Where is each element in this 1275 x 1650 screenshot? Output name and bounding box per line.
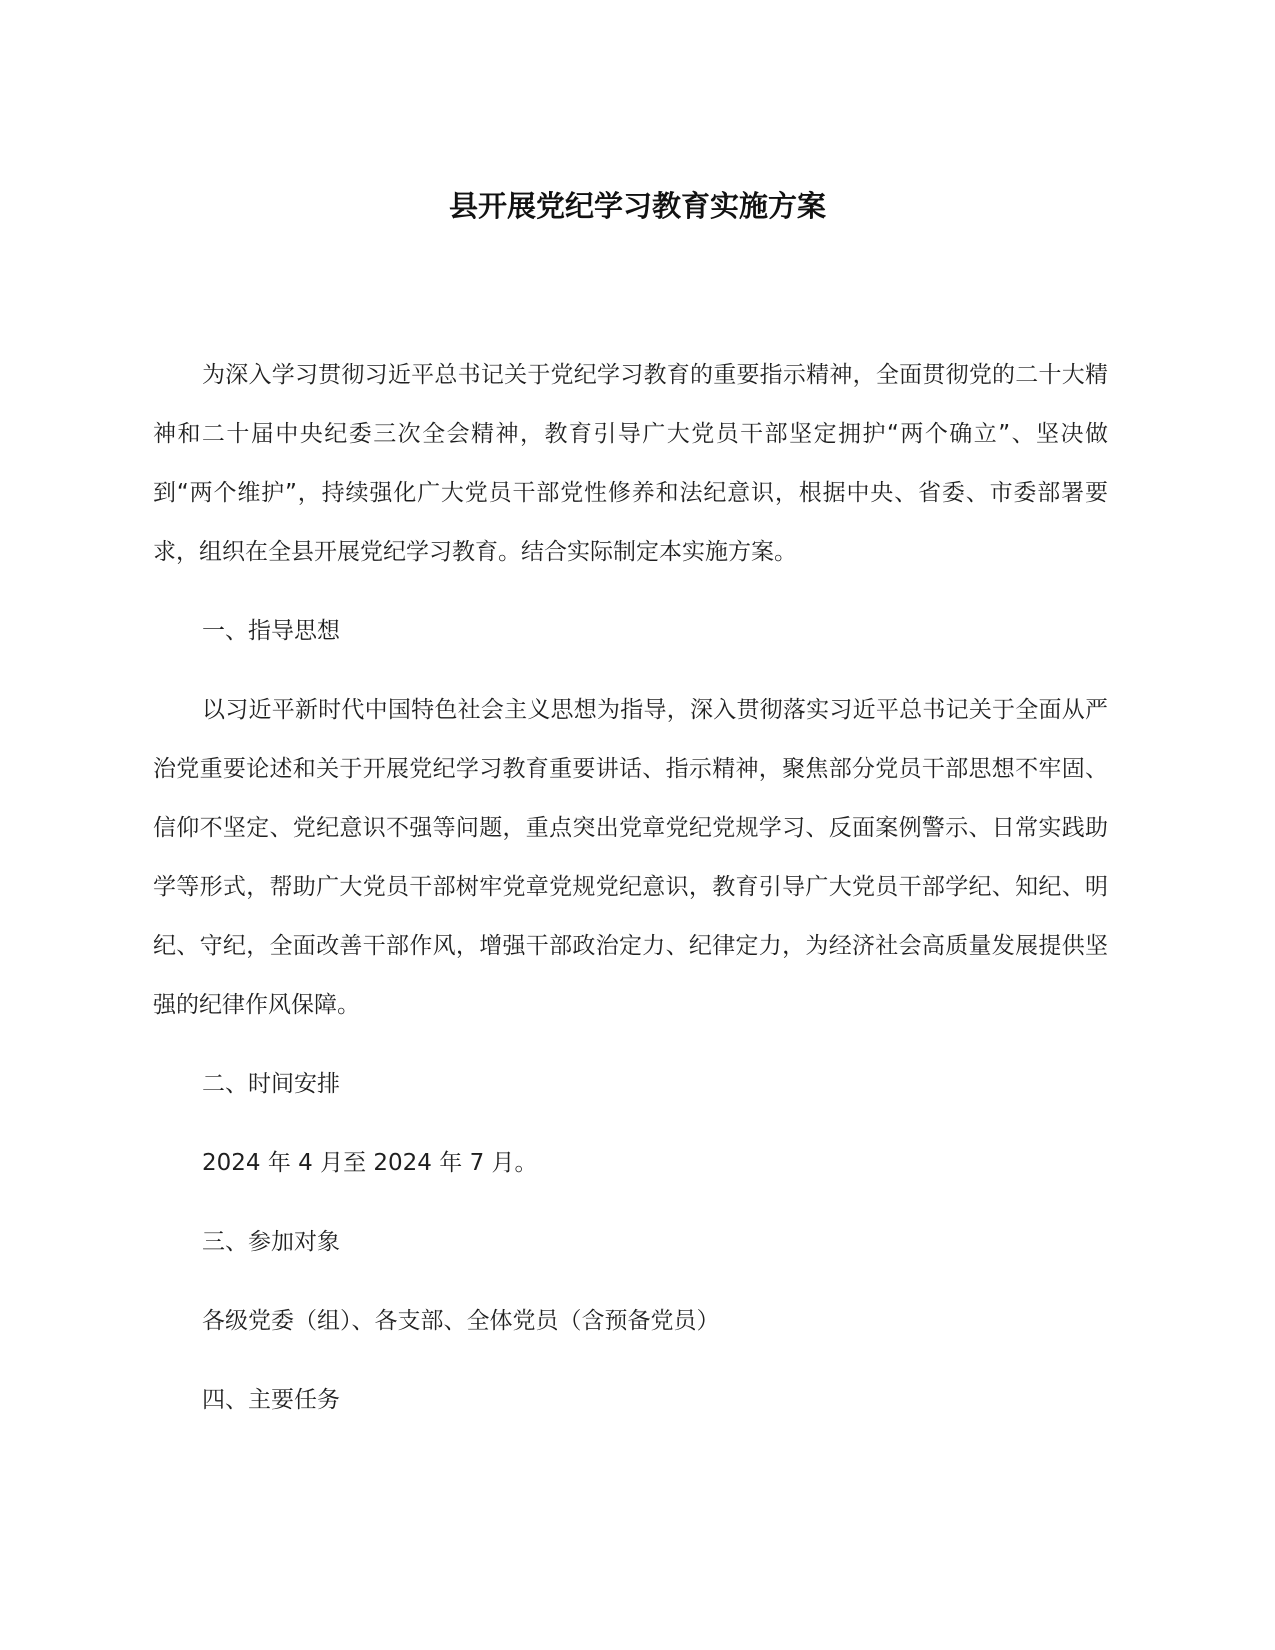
document-title: 县开展党纪学习教育实施方案 bbox=[448, 189, 826, 223]
intro-paragraph: 为深入学习贯彻习近平总书记关于党纪学习教育的重要指示精神，全面贯彻党的二十大精神和二十届中央纪委三次全会精神，教育引导广大党员干部坚定拥护“两个确立”、坚决做到“两个维护”，持续强化广大党员干部党性修养和法纪意识，根据中央、省委、市委部署要求，组织在全县开展党纪学习教育。结合实际制定本实施方案。 bbox=[153, 362, 1108, 565]
section-heading-participants: 三、参加对象 bbox=[202, 1229, 340, 1255]
guiding-ideology-paragraph: 以习近平新时代中国特色社会主义思想为指导，深入贯彻落实习近平总书记关于全面从严治党重要论述和关于开展党纪学习教育重要讲话、指示精神，聚焦部分党员干部思想不牢固、信仰不坚定、党纪意识不强等问题，重点突出党章党纪党规学习、反面案例警示、日常实践助学等形式，帮助广大党员干部树牢党章党规党纪意识，教育引导广大党员干部学纪、知纪、明纪、守纪，全面改善干部作风，增强干部政治定力、纪律定力，为经济社会高质量发展提供坚强的纪律作风保障。 bbox=[153, 697, 1108, 1018]
section-heading-main-tasks: 四、主要任务 bbox=[202, 1387, 340, 1413]
section-heading-schedule: 二、时间安排 bbox=[202, 1071, 340, 1097]
section-heading-guiding-ideology: 一、指导思想 bbox=[202, 618, 340, 644]
participants-paragraph: 各级党委（组）、各支部、全体党员（含预备党员） bbox=[202, 1308, 720, 1334]
schedule-paragraph: 2024 年 4 月至 2024 年 7 月。 bbox=[202, 1150, 538, 1176]
document-body bbox=[153, 346, 1108, 1430]
